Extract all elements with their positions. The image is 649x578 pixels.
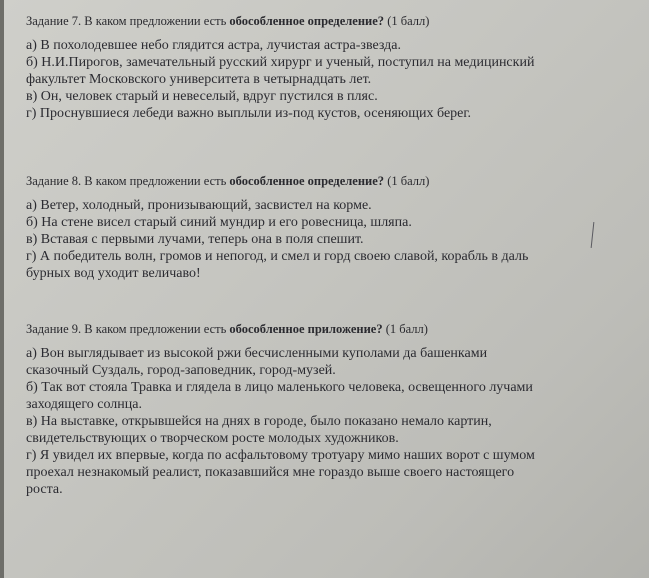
option-g-continued: бурных вод уходит величаво!: [26, 266, 201, 281]
option-g: г) Я увидел их впервые, когда по асфальтовому тротуару мимо наших ворот с шумом: [26, 448, 535, 463]
option-v: в) Вставая с первыми лучами, теперь она в поля спешит.: [26, 232, 364, 247]
task-9: [26, 322, 626, 498]
option-b: б) Н.И.Пирогов, замечательный русский хирург и ученый, поступил на медицинский: [26, 55, 535, 70]
task-title-bold: обособленное приложение?: [229, 322, 383, 336]
option-b-continued: заходящего солнца.: [26, 397, 142, 412]
option-v-continued: свидетельствующих о творческом росте молодых художников.: [26, 431, 399, 446]
option-g: г) Проснувшиеся лебеди важно выплыли из-под кустов, осеняющих берег.: [26, 106, 472, 121]
option-v: в) Он, человек старый и невеселый, вдруг пустился в пляс.: [26, 89, 378, 104]
task-title-prefix: Задание 7. В каком предложении есть: [26, 14, 230, 28]
option-g-end: роста.: [26, 482, 63, 497]
task-title-bold: обособленное определение?: [229, 174, 385, 188]
task-title: [26, 14, 626, 29]
option-b: б) Так вот стояла Травка и глядела в лицо маленького человека, освещенного лучами: [26, 380, 533, 395]
option-b-continued: факультет Московского университета в четырнадцать лет.: [26, 72, 372, 87]
option-a: а) Ветер, холодный, пронизывающий, засвистел на корме.: [26, 198, 372, 213]
option-b: б) На стене висел старый синий мундир и его ровесница, шляпа.: [26, 215, 412, 230]
task-title: [26, 174, 626, 189]
task-title-suffix: (1 балл): [382, 322, 428, 336]
task-title-prefix: Задание 8. В каком предложении есть: [26, 174, 230, 188]
task-title-suffix: (1 балл): [384, 174, 430, 188]
option-a-continued: сказочный Суздаль, город-заповедник, город-музей.: [26, 363, 336, 378]
task-title-suffix: (1 балл): [384, 14, 430, 28]
option-a: а) В похолодевшее небо глядится астра, лучистая астра-звезда.: [26, 38, 401, 53]
paper-edge: [0, 0, 4, 578]
option-v: в) На выставке, открывшейся на днях в городе, было показано немало картин,: [26, 414, 492, 429]
task-7: [26, 14, 626, 122]
option-a: а) Вон выглядывает из высокой ржи бесчисленными куполами да башенками: [26, 346, 488, 361]
task-title-prefix: Задание 9. В каком предложении есть: [26, 322, 230, 336]
task-title-bold: обособленное определение?: [229, 14, 385, 28]
task-title: [26, 322, 626, 337]
option-g-continued: проехал незнакомый реалист, показавшийся мне гораздо выше своего настоящего: [26, 465, 515, 480]
option-g: г) А победитель волн, громов и непогод, и смел и горд своею славой, корабль в даль: [26, 249, 529, 264]
task-8: [26, 174, 626, 282]
